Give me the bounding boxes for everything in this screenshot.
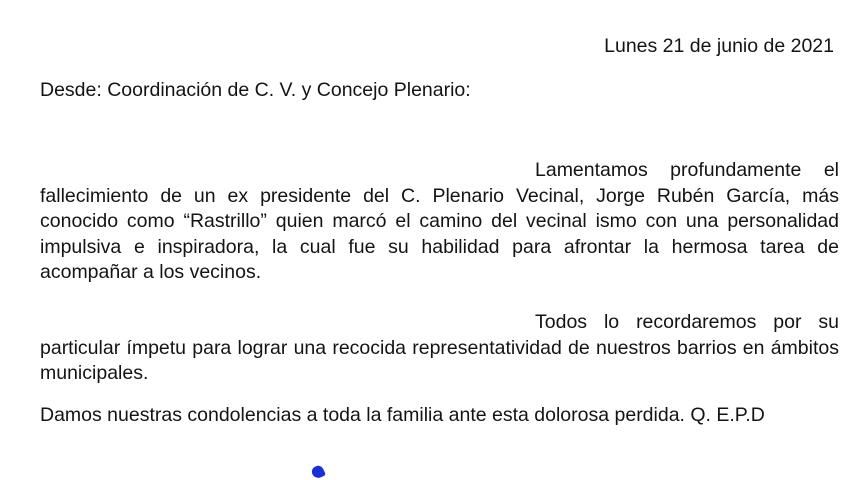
letter-date: Lunes 21 de junio de 2021: [604, 35, 834, 57]
closing-line: Damos nuestras condolencias a toda la familia ante esta dolorosa perdida. Q. E.P.D: [40, 404, 765, 426]
paragraph-remembrance: Todos lo recordaremos por su particular ímpetu para lograr una recocida representatividad de nuestros barrios en ámbitos municipales.: [40, 311, 839, 385]
letter-sender: Desde: Coordinación de C. V. y Concejo Plenario:: [40, 79, 471, 101]
paragraph-condolence: Lamentamos profundamente el fallecimiento de un ex presidente del C. Plenario Vecinal, Jorge Rubén García, más conocido como “Rastrillo” quien marcó el camino del vecinal ismo con una personalidad impulsiva e inspiradora, la cual fue su habilidad para afrontar la hermosa tarea de acompañar a los vecinos.: [40, 159, 839, 284]
ink-signature-mark: [310, 464, 326, 480]
